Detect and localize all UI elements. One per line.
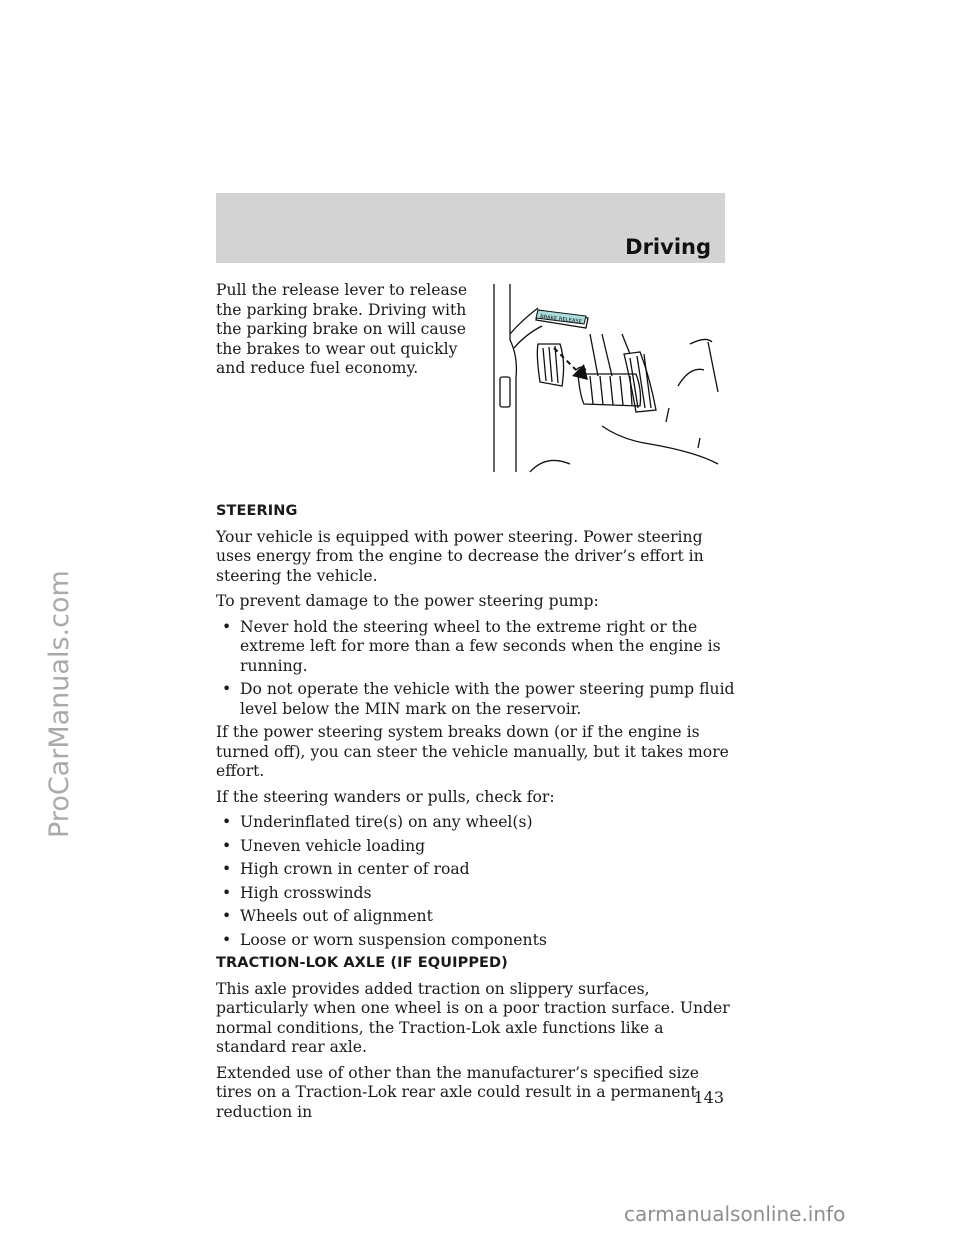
section-title: Driving <box>625 235 711 259</box>
bullet-icon: • <box>222 907 232 925</box>
list-item: • Underinflated tire(s) on any wheel(s) <box>222 813 533 831</box>
section-header-band <box>216 193 725 263</box>
side-watermark-text: ProCarManuals.com <box>44 570 75 838</box>
page-number: 143 <box>693 1088 724 1107</box>
list-item: • Uneven vehicle loading <box>222 836 426 855</box>
steering-para-4: If the steering wanders or pulls, check for: <box>216 787 555 806</box>
steering-heading: STEERING <box>216 503 298 519</box>
steering-para-2: To prevent damage to the power steering pump: <box>216 592 599 610</box>
steering-para-3: If the power steering system breaks down (or if the engine is turned off), you can steer the vehicle manually, but it takes more effort. <box>216 723 729 780</box>
parking-brake-illustration <box>490 282 724 474</box>
list-item: • High crosswinds <box>222 883 372 902</box>
traction-para-1: This axle provides added traction on slippery surfaces, particularly when one wheel is on a poor traction surface. Under normal conditions, the Traction-Lok axle functions like a standard rear axle. <box>216 979 730 1056</box>
list-item: • High crown in center of road <box>222 860 470 878</box>
list-item: • Loose or worn suspension components <box>222 930 547 949</box>
bullet-icon: • <box>222 617 232 636</box>
brake-release-label: BRAKE RELEASE <box>539 314 583 326</box>
list-item: • Do not operate the vehicle with the power steering pump fluid level below the MIN mark on the reservoir. <box>222 680 735 718</box>
traction-heading: TRACTION-LOK AXLE (IF EQUIPPED) <box>216 955 508 971</box>
steering-para-1: Your vehicle is equipped with power steering. Power steering uses energy from the engine to decrease the driver’s effort in steering the vehicle. <box>216 527 704 585</box>
list-item: • Never hold the steering wheel to the extreme right or the extreme left for more than a few seconds when the engine is running. <box>222 617 721 675</box>
pump-precautions-list <box>216 618 736 720</box>
bullet-icon: • <box>222 860 232 878</box>
bullet-icon: • <box>222 883 232 902</box>
bullet-icon: • <box>222 813 232 831</box>
footer-watermark: carmanualsonline.info <box>624 1202 846 1226</box>
side-watermark <box>0 0 75 1242</box>
main-content <box>216 502 736 1128</box>
list-item: • Wheels out of alignment <box>222 907 433 925</box>
bullet-icon: • <box>222 836 232 855</box>
traction-para-2: Extended use of other than the manufacturer’s specified size tires on a Traction-Lok rear axle could result in a permanent reduction in <box>216 1063 699 1121</box>
bullet-icon: • <box>222 680 232 698</box>
steering-checks-list <box>216 813 736 950</box>
intro-paragraph: Pull the release lever to release the parking brake. Driving with the parking brake on will cause the brakes to wear out quickly and reduce fuel economy. <box>216 281 468 377</box>
bullet-icon: • <box>222 930 232 949</box>
